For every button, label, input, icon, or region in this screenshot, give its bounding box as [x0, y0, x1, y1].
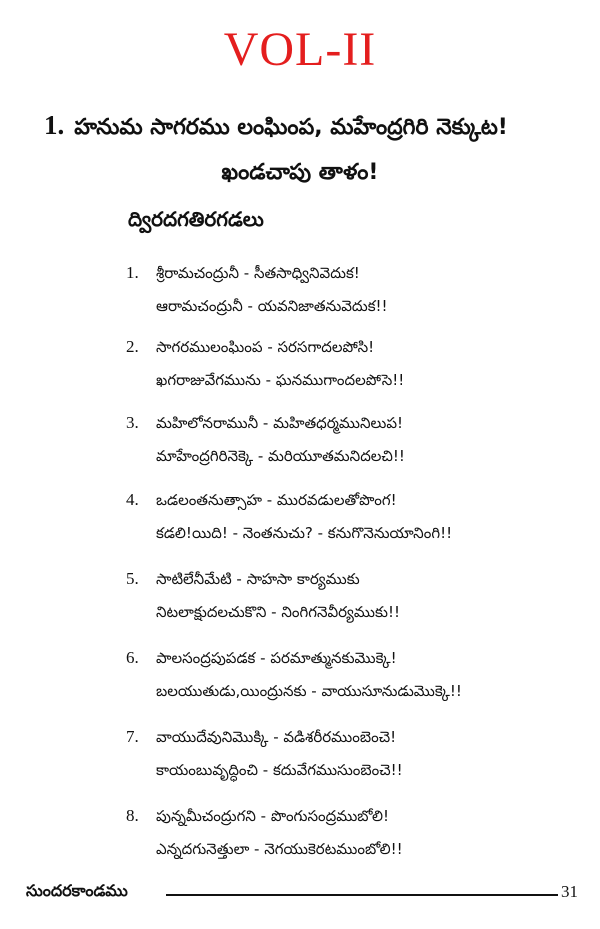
verse-number: 8. — [126, 806, 139, 825]
verse-line — [126, 406, 586, 440]
song-number: 1. — [44, 110, 65, 140]
verse-number: 2. — [126, 337, 139, 356]
verse-number: 7. — [126, 727, 139, 746]
page-footer — [26, 878, 578, 906]
verse-line — [126, 754, 586, 787]
verse-text: మహిలోనరామునీ - మహితధర్మమునిలుప! — [156, 414, 404, 432]
verse-text: ఒడలంతనుత్సాహ - మురవడులతోపొంగ! — [156, 491, 397, 509]
verse-text: మాహేంద్రగిరినెక్కె - మరియూతమనిదలచి!! — [156, 447, 405, 465]
verse-8 — [126, 799, 586, 866]
verse-line — [126, 562, 586, 596]
book-title: సుందరకాండము — [26, 881, 128, 900]
verse-text: సాటిలేనీమేటి - సాహసా కార్యముకు — [156, 570, 360, 588]
verse-1 — [126, 256, 586, 323]
verse-6 — [126, 641, 586, 708]
verse-4 — [126, 483, 586, 550]
verse-text: ఎన్నదగునెత్తులా - నెగయుకెరటముంబోలి!! — [156, 840, 403, 858]
section-label: ద్విరదగతిరగడలు — [128, 207, 264, 231]
verse-line — [126, 799, 586, 833]
verse-number: 3. — [126, 413, 139, 432]
verse-text: ఖగరాజువేగమును - ఘనముగాందలపోసె!! — [156, 371, 405, 389]
tala-heading: ఖండచాపు తాళం! — [221, 160, 379, 185]
verse-line — [126, 256, 586, 290]
verse-text: కడలి!యిది! - నెంతనుచు? - కనుగొనెనుయానింగి!! — [156, 524, 453, 542]
verse-line — [126, 833, 586, 866]
verse-line — [126, 290, 586, 323]
footer-rule — [166, 894, 558, 896]
verse-number: 6. — [126, 648, 139, 667]
verse-text: కాయంబువృద్ధించి - కదువేగముసుంబెంచె!! — [156, 761, 403, 779]
verse-7 — [126, 720, 586, 787]
song-heading — [44, 110, 594, 143]
verse-line — [126, 641, 586, 675]
verse-text: వాయుదేవునిమొక్కి - వడిశరీరముంబెంచె! — [156, 728, 397, 746]
verse-line — [126, 720, 586, 754]
verse-2 — [126, 330, 586, 397]
verse-text: శ్రీరామచంద్రునీ - సీతసాధ్వినివెదుక! — [156, 264, 360, 282]
verse-number: 1. — [126, 263, 139, 282]
verse-line — [126, 675, 586, 708]
verse-line — [126, 330, 586, 364]
verse-text: బలయుతుడు,యింద్రునకు - వాయుసూనుడుమొక్కె!! — [156, 682, 462, 700]
verse-3 — [126, 406, 586, 473]
song-title: హనుమ సాగరము లంఘింప, మహేంద్రగిరి నెక్కుట! — [74, 115, 508, 140]
page-number: 31 — [561, 882, 578, 901]
verse-text: సాగరములంఘింప - సరసగాదలపోసి! — [156, 338, 375, 356]
verse-line — [126, 364, 586, 397]
verse-line — [126, 483, 586, 517]
verse-5 — [126, 562, 586, 629]
verse-text: పాలసంద్రపుపడక - పరమాత్మునకుమొక్కె! — [156, 649, 397, 667]
verse-text: ఆరామచంద్రునీ - యవనిజాతనువెదుక!! — [156, 297, 388, 315]
verse-text: పున్నమీచంద్రుగని - పొంగుసంద్రముబోలి! — [156, 807, 389, 825]
verse-number: 4. — [126, 490, 139, 509]
verse-text: నిటలాక్షుదలచుకొని - నింగిగనెవీర్యముకు!! — [156, 603, 401, 621]
verse-line — [126, 517, 586, 550]
verse-line — [126, 440, 586, 473]
verse-number: 5. — [126, 569, 139, 588]
volume-title: VOL-II — [223, 23, 377, 76]
verse-line — [126, 596, 586, 629]
